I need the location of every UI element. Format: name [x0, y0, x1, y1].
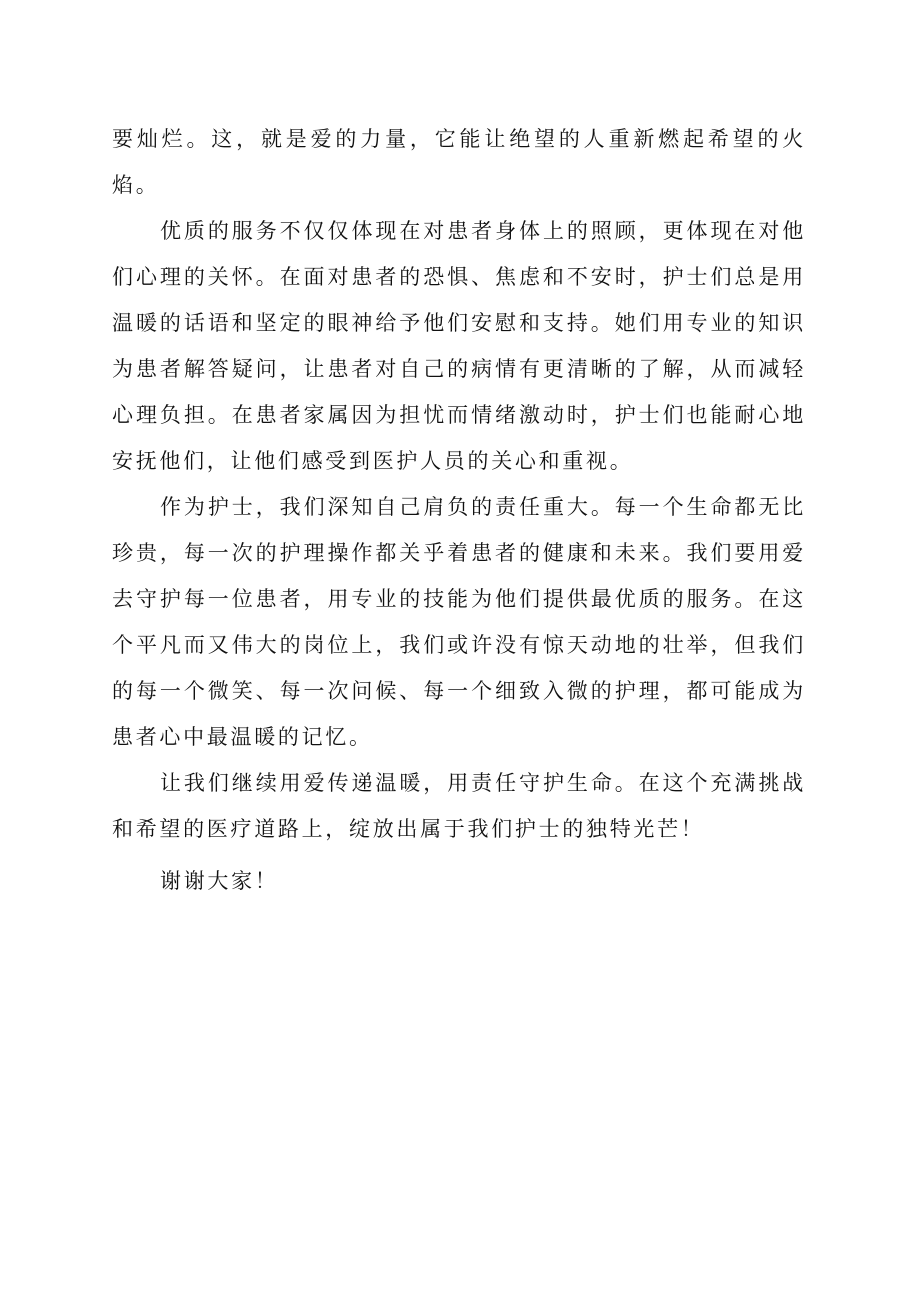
- document-body: [112, 116, 806, 904]
- paragraph-continuation: 要灿烂。这，就是爱的力量，它能让绝望的人重新燃起希望的火焰。: [112, 127, 806, 197]
- closing-thanks: 谢谢大家！: [160, 869, 279, 893]
- paragraph-call-to-action: 让我们继续用爱传递温暖，用责任守护生命。在这个充满挑战和希望的医疗道路上，绽放出属于我们护士的独特光芒！: [112, 771, 806, 841]
- paragraph-service-care: 优质的服务不仅仅体现在对患者身体上的照顾，更体现在对他们心理的关怀。在面对患者的恐惧、焦虑和不安时，护士们总是用温暖的话语和坚定的眼神给予他们安慰和支持。她们用专业的知识为患者解答疑问，让患者对自己的病情有更清晰的了解，从而减轻心理负担。在患者家属因为担忧而情绪激动时，护士们也能耐心地安抚他们，让他们感受到医护人员的关心和重视。: [112, 219, 806, 473]
- paragraph-nurse-responsibility: 作为护士，我们深知自己肩负的责任重大。每一个生命都无比珍贵，每一次的护理操作都关乎着患者的健康和未来。我们要用爱去守护每一位患者，用专业的技能为他们提供最优质的服务。在这个平凡而又伟大的岗位上，我们或许没有惊天动地的壮举，但我们的每一个微笑、每一次问候、每一个细致入微的护理，都可能成为患者心中最温暖的记忆。: [112, 495, 806, 749]
